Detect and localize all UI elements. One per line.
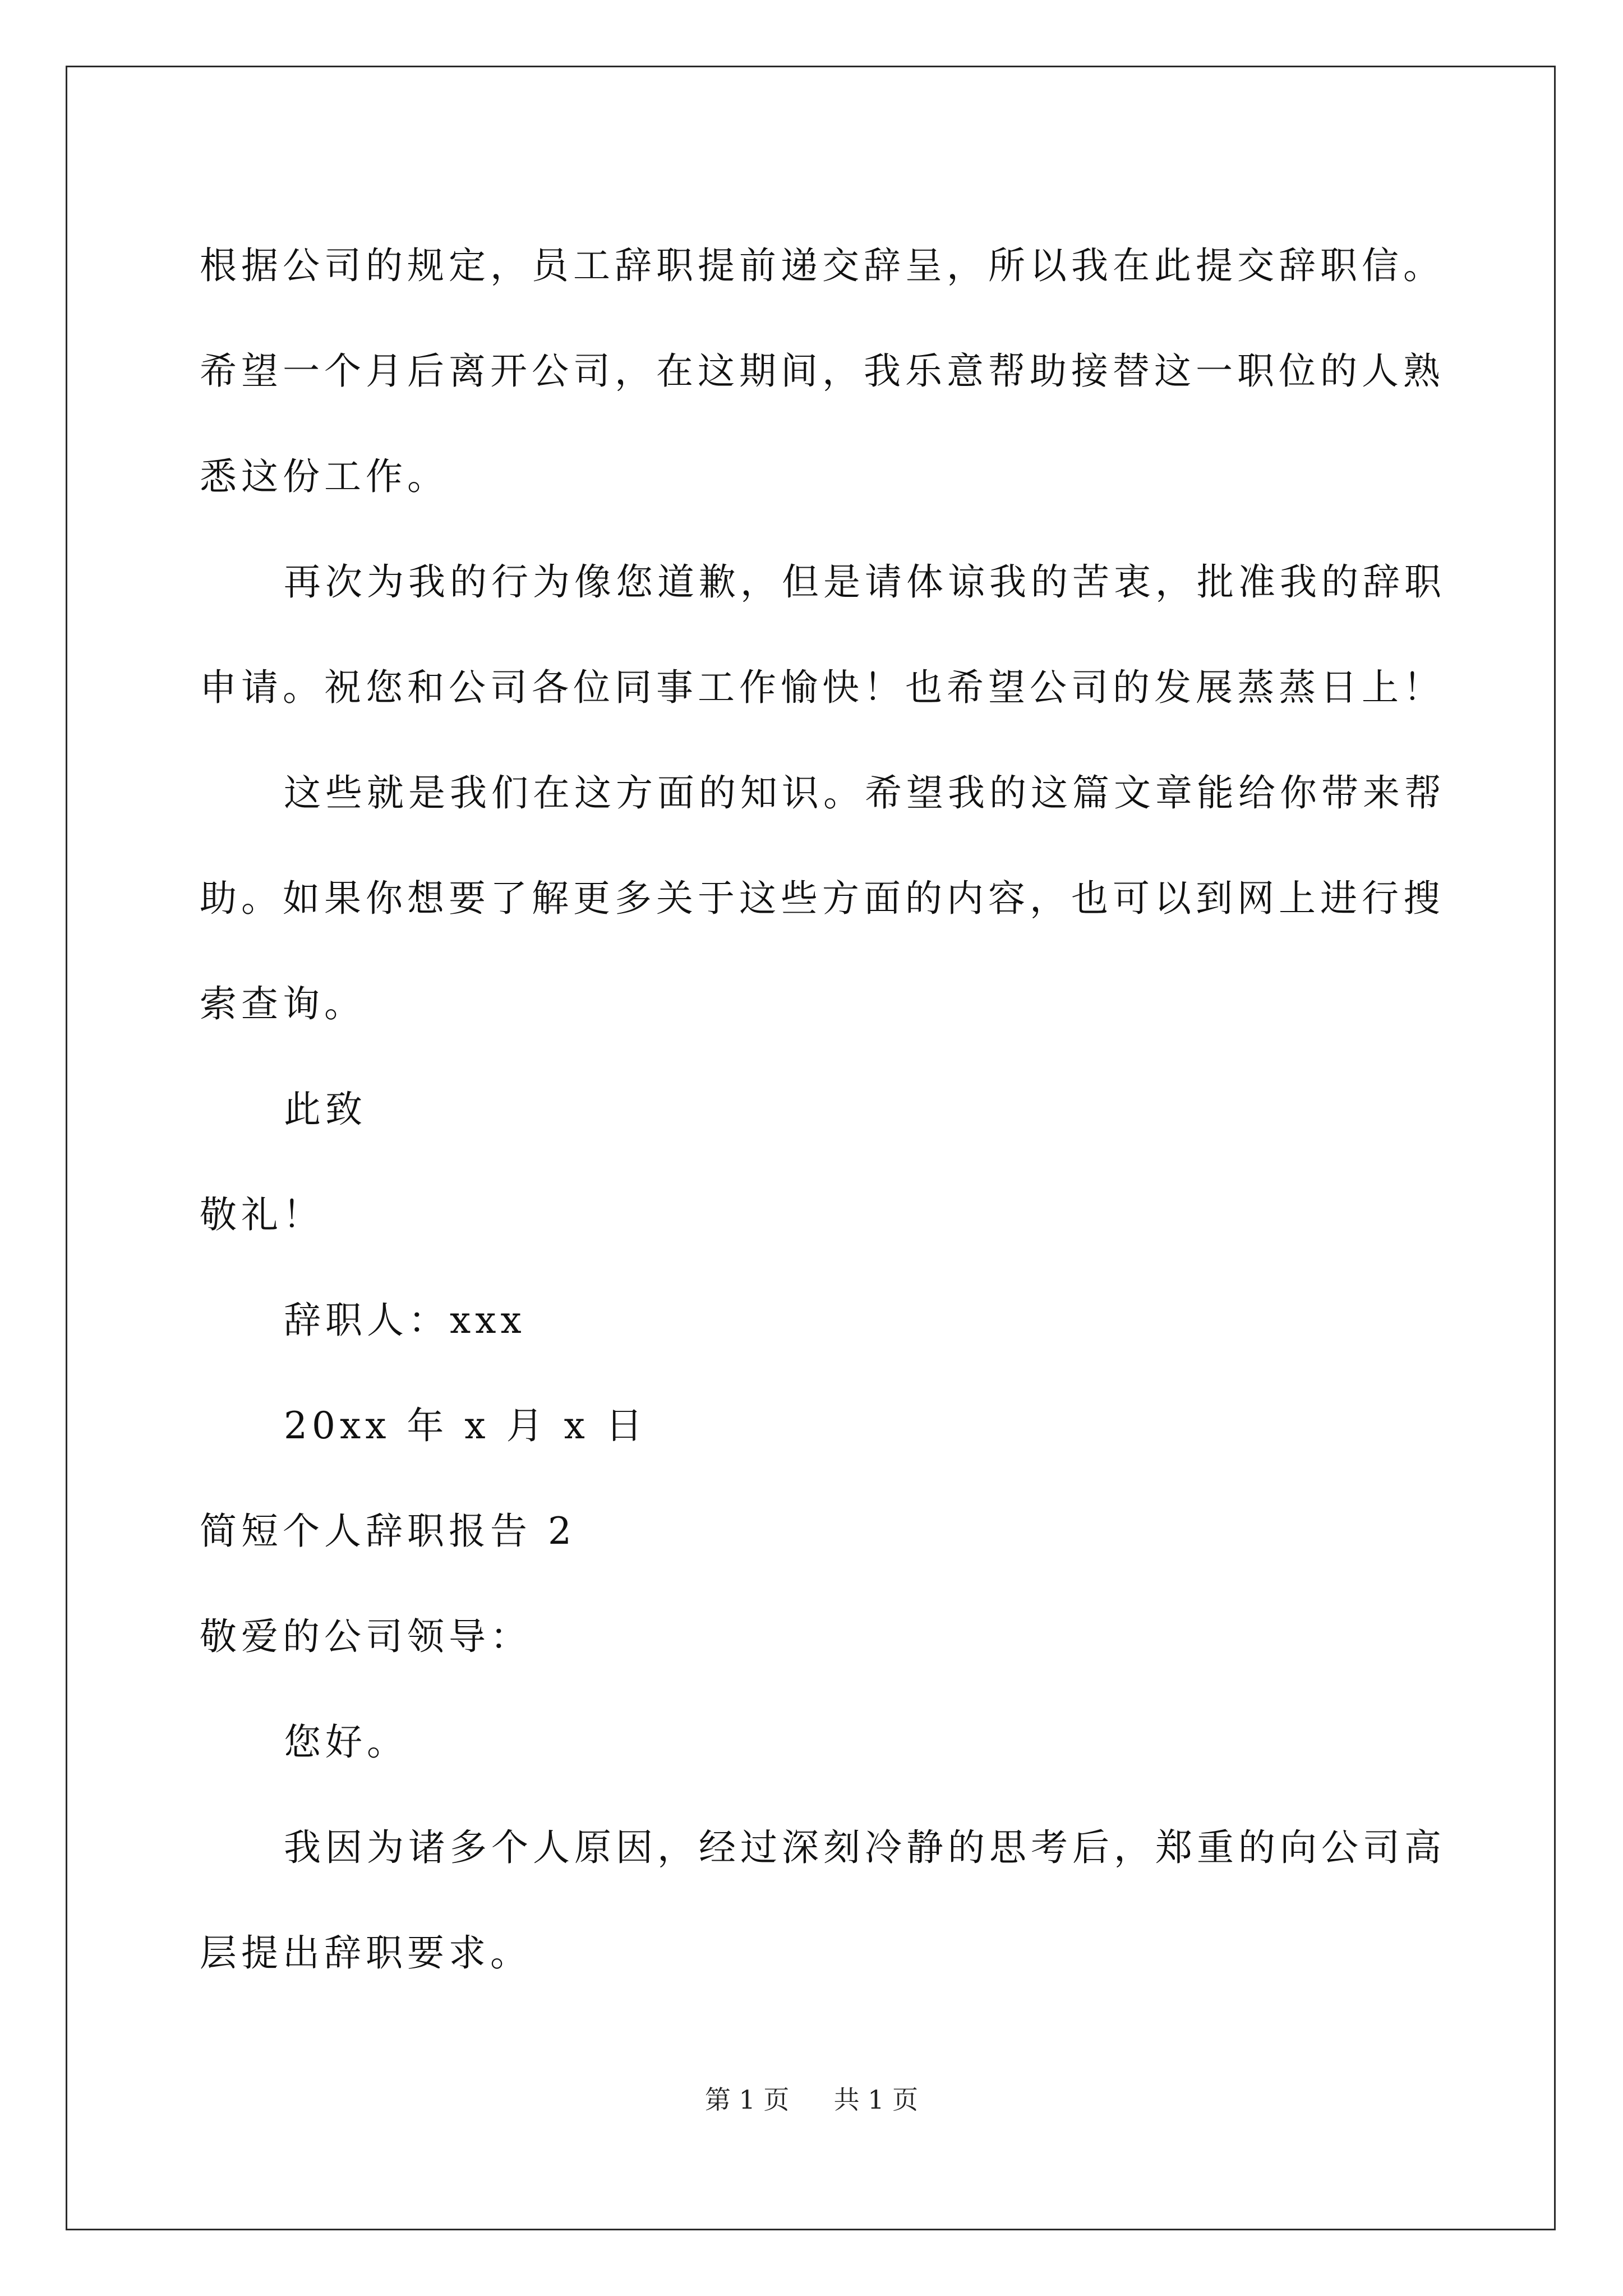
text-line: 索查询。: [200, 982, 366, 1025]
text-line: 助。如果你想要了解更多关于这些方面的内容，也可以到网上进行搜: [200, 877, 1445, 920]
text-line: 悉这份工作。: [200, 455, 449, 498]
text-line: 希望一个月后离开公司，在这期间，我乐意帮助接替这一职位的人熟: [200, 349, 1445, 393]
section-title: 简短个人辞职报告 2: [200, 1510, 576, 1553]
closing-salutation: 此致: [284, 1088, 367, 1131]
text-line: 申请。祝您和公司各位同事工作愉快！也希望公司的发展蒸蒸日上！: [200, 666, 1445, 709]
text-line: 您好。: [284, 1720, 408, 1764]
greeting-line: 敬爱的公司领导：: [200, 1615, 532, 1658]
date-line: 20xx 年 x 月 x 日: [284, 1404, 647, 1447]
page-total: 共 1 页: [833, 2085, 919, 2115]
page-footer: [0, 2083, 1623, 2116]
text-line: 根据公司的规定，员工辞职提前递交辞呈，所以我在此提交辞职信。: [200, 244, 1445, 287]
page-number: 第 1 页: [704, 2085, 790, 2115]
signature-line: 辞职人：xxx: [284, 1299, 526, 1342]
text-line: 再次为我的行为像您道歉，但是请体谅我的苦衷，批准我的辞职: [284, 560, 1446, 604]
document-body: [200, 213, 1446, 2006]
text-line: 我因为诸多个人原因，经过深刻冷静的思考后，郑重的向公司高: [284, 1826, 1446, 1869]
text-line: 层提出辞职要求。: [200, 1931, 532, 1975]
closing-respect: 敬礼！: [200, 1193, 324, 1236]
text-line: 这些就是我们在这方面的知识。希望我的这篇文章能给你带来帮: [284, 771, 1446, 815]
